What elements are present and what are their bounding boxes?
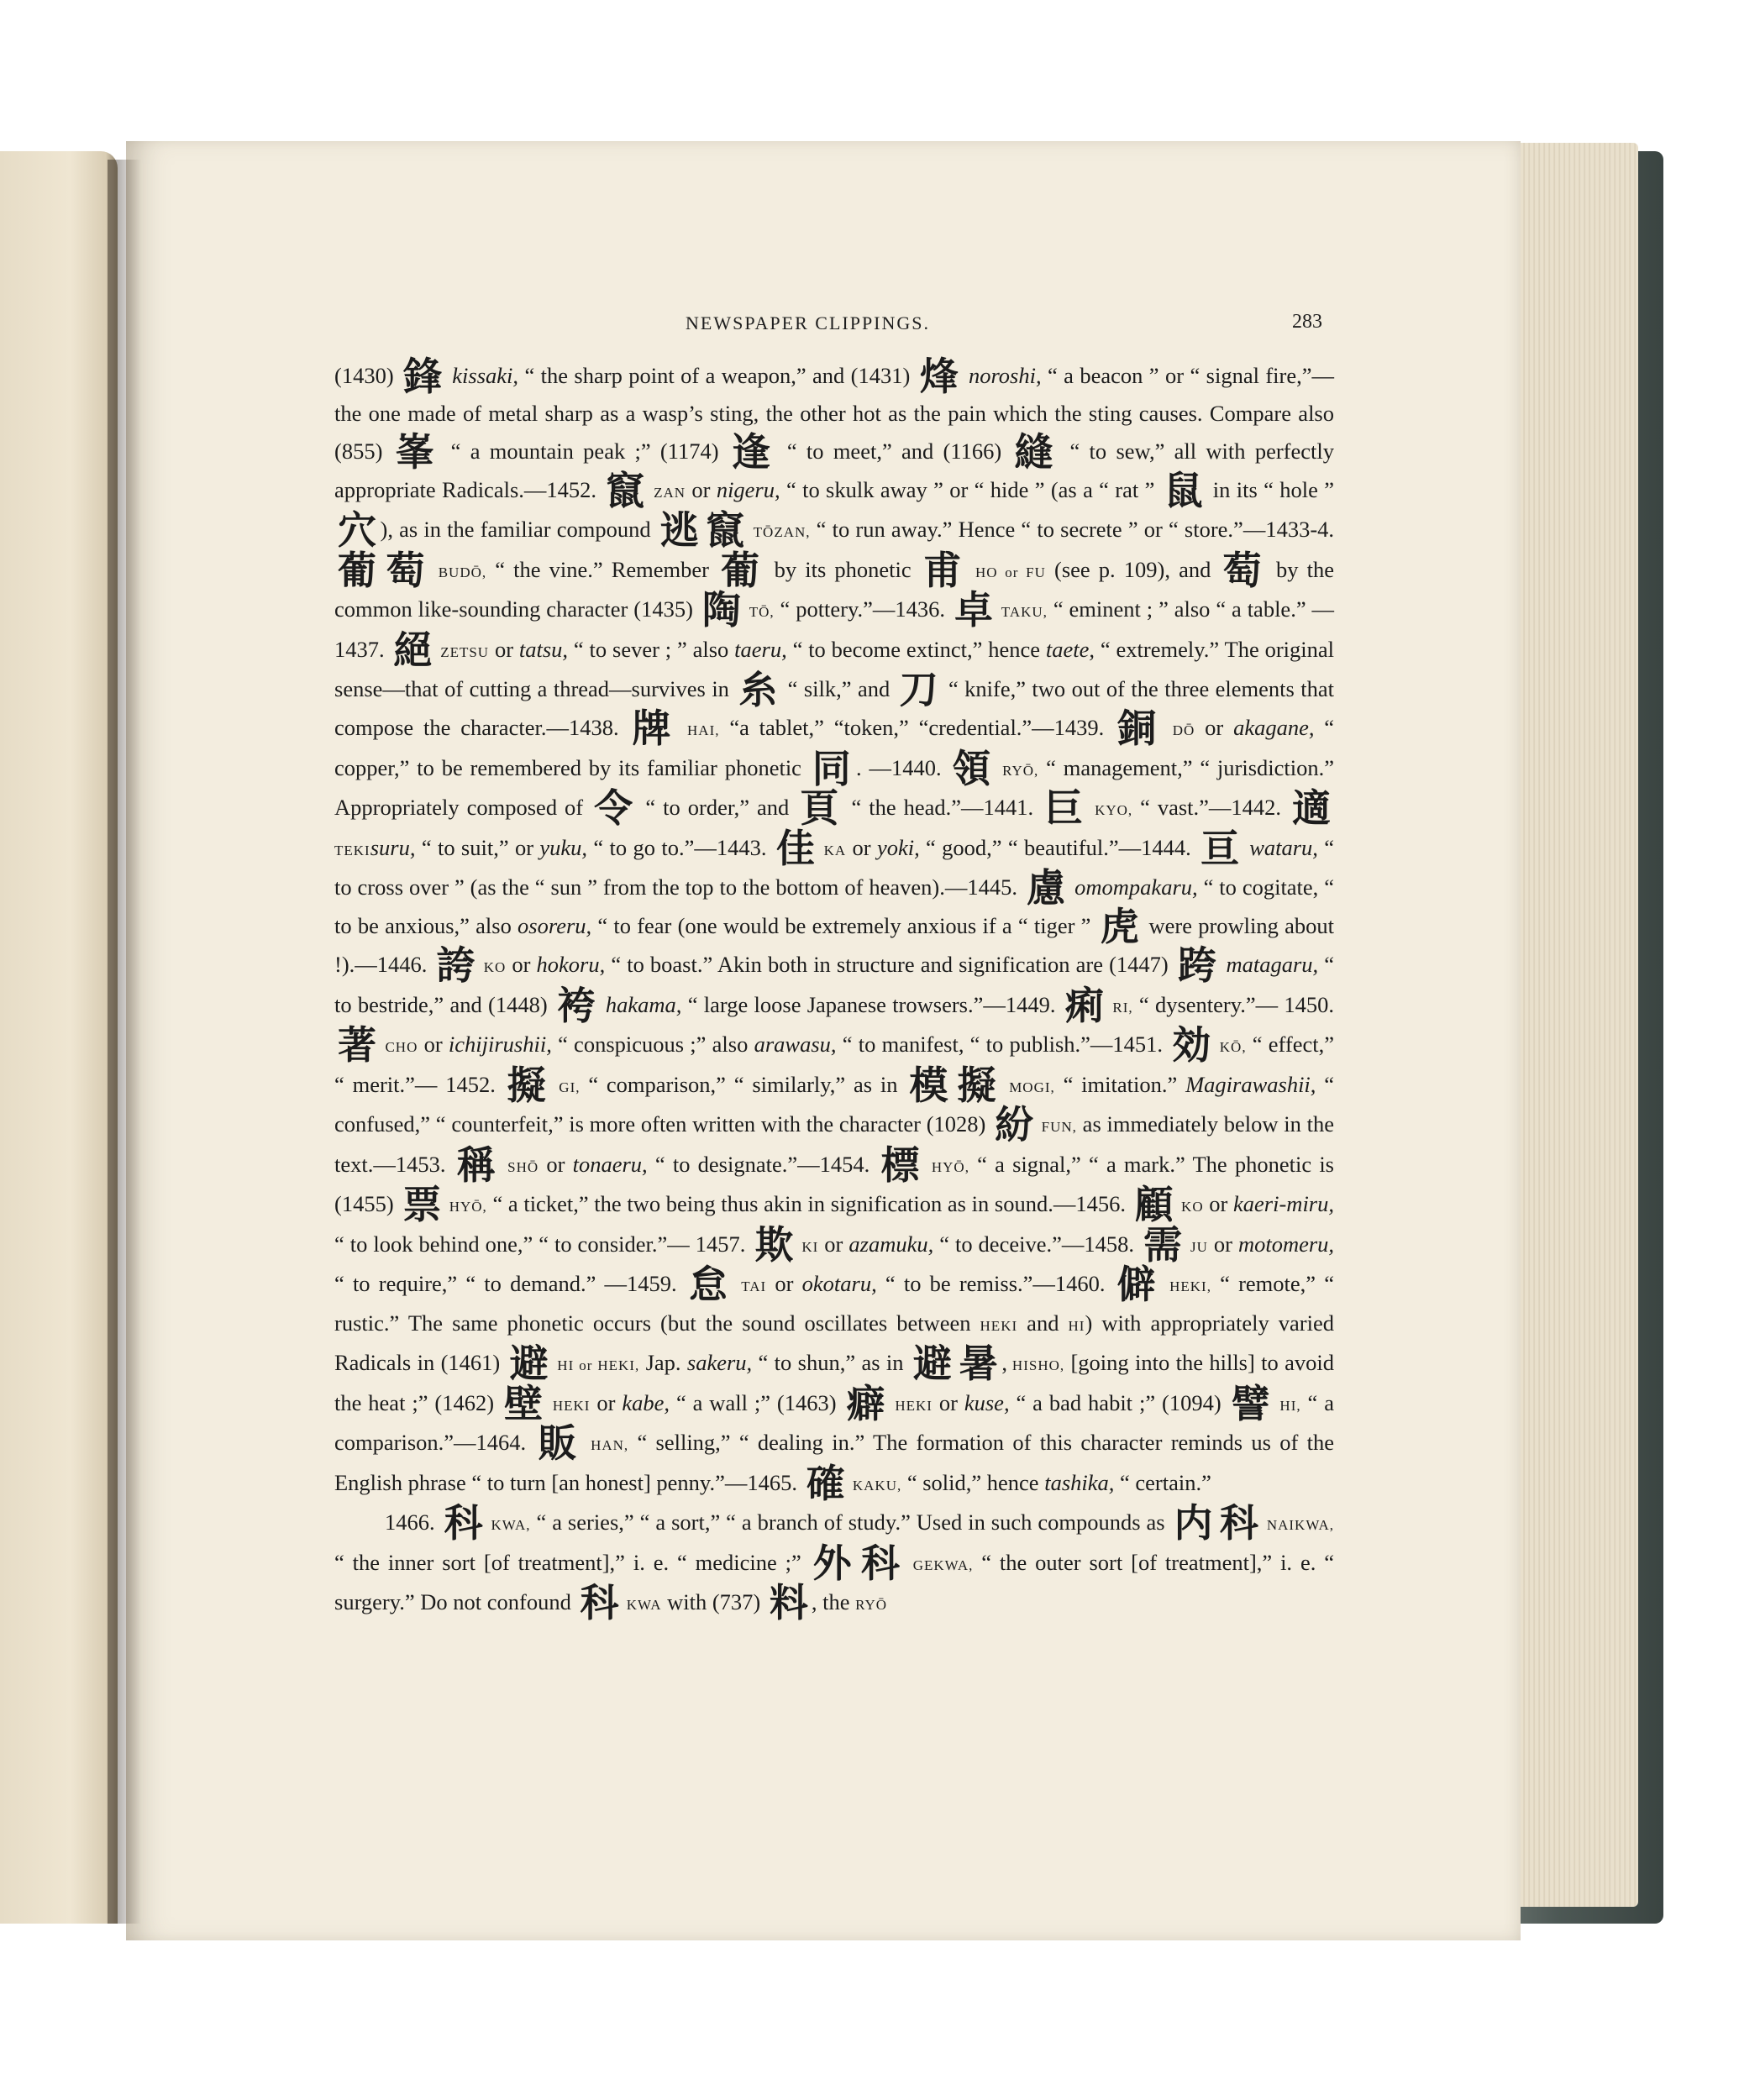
- reading-smallcaps: HEKI: [980, 1317, 1018, 1334]
- text-run: “ to require,” “ to demand.” —1459.: [334, 1271, 686, 1296]
- text-run: “ the head.”—1441.: [843, 795, 1042, 820]
- text-run: “ large loose Japanese trowsers.”—1449.: [681, 991, 1062, 1017]
- body-text: [334, 354, 1335, 1625]
- romanized-word: arawasu,: [754, 1032, 837, 1057]
- spine-shadow: [108, 160, 141, 1924]
- text-run: “ to bestride,” and (1448): [334, 952, 1335, 1017]
- kanji-character: 銅: [1117, 706, 1161, 751]
- kanji-character: 頁: [800, 785, 841, 831]
- romanized-word: nigeru,: [716, 476, 780, 502]
- reading-smallcaps: CHO: [380, 1039, 418, 1055]
- romanized-word: omompakaru,: [1069, 874, 1198, 900]
- text-run: “ knife,” two out of the three elements that compose the character.—1438.: [334, 676, 1335, 740]
- kanji-character: 暑: [959, 1341, 999, 1386]
- text-run: “ to cogitate, “ to be anxious,” also: [334, 874, 1335, 938]
- text-run: or: [489, 636, 519, 662]
- text-run: “ to meet,” and (1166): [777, 438, 1011, 464]
- kanji-character: 模: [909, 1062, 951, 1108]
- kanji-character: 甫: [922, 547, 965, 593]
- text-run: “ selling,” “ dealing in.” The formation of this character reminds us of the English phrase “ to turn [an honest] penny.”—1465.: [334, 1430, 1334, 1495]
- text-run: “ to cross over ” (as the “ sun ” from the top to the bottom of heaven).—1445.: [334, 834, 1335, 900]
- romanized-word: okotaru,: [801, 1271, 877, 1296]
- reading-smallcaps: SHŌ: [501, 1158, 539, 1175]
- kanji-character: 糸: [738, 667, 779, 712]
- kanji-character: 峯: [395, 428, 439, 475]
- kanji-character: 絕: [393, 627, 433, 673]
- reading-smallcaps: TŌZAN,: [748, 524, 811, 540]
- text-run: “ to boast.” Akin both in structure and signification are (1447): [605, 952, 1174, 977]
- kanji-character: 適: [1292, 785, 1332, 831]
- romanized-word: hakama,: [599, 991, 682, 1017]
- kanji-character: 避: [509, 1341, 549, 1386]
- text-run: “ a comparison.”—1464.: [334, 1389, 1334, 1455]
- kanji-character: 擬: [957, 1062, 999, 1108]
- text-run: “ to sew,” all with perfectly appropriate Radicals.—1452.: [334, 438, 1334, 502]
- text-run: “ management,” “ jurisdiction.” Appropriately composed of: [334, 754, 1335, 820]
- reading-smallcaps: HI,: [1274, 1397, 1301, 1414]
- romanized-word: tashika,: [1044, 1469, 1115, 1495]
- romanized-word: Magirawashii,: [1185, 1071, 1316, 1097]
- kanji-character: 領: [952, 745, 993, 791]
- text-run: as immediately below in the text.—1453.: [334, 1111, 1334, 1177]
- text-run: “ a bad habit ;” (1094): [1009, 1389, 1228, 1415]
- text-run: “ a wall ;” (1463): [670, 1389, 843, 1415]
- kanji-character: 葡: [721, 547, 763, 593]
- kanji-character: 販: [538, 1420, 581, 1466]
- reading-smallcaps: HISHO,: [1006, 1357, 1065, 1373]
- text-run: “ the inner sort [of treatment],” i. e. “ medicine ;”: [334, 1549, 810, 1575]
- kanji-character: 顧: [1134, 1182, 1174, 1227]
- text-run: or: [766, 1271, 802, 1296]
- text-run: with (737): [661, 1589, 766, 1614]
- text-run: “ to shun,” as in: [752, 1350, 910, 1375]
- text-run: “ comparison,” “ similarly,” as in: [580, 1071, 906, 1097]
- kanji-character: 萄: [1222, 547, 1264, 593]
- text-run: “ a signal,” “ a mark.” The phonetic is (1455): [334, 1151, 1334, 1216]
- kanji-character: 誇: [436, 942, 475, 988]
- reading-smallcaps: KO: [1176, 1199, 1204, 1215]
- kanji-character: 科: [580, 1580, 619, 1625]
- reading-smallcaps: KŌ,: [1214, 1039, 1247, 1055]
- kanji-character: 慮: [1026, 865, 1066, 911]
- text-run: in its “ hole ”: [1206, 476, 1335, 502]
- kanji-character: 内: [1174, 1500, 1213, 1546]
- kanji-character: 逢: [731, 428, 775, 475]
- page-number: 283: [1292, 311, 1322, 333]
- text-run: “ pottery.”—1436.: [774, 596, 951, 622]
- text-run: and: [1017, 1310, 1069, 1336]
- reading-smallcaps: HEKI: [889, 1397, 933, 1414]
- text-run: “ a mountain peak ;” (1174): [441, 438, 728, 464]
- text-run: “ remote,” “ rustic.” The same phonetic occurs (but the sound oscillates between: [334, 1271, 1335, 1336]
- text-run: “ to go to.”—1443.: [587, 834, 773, 860]
- kanji-character: 縫: [1014, 428, 1058, 475]
- romanized-word: noroshi,: [962, 363, 1042, 388]
- reading-smallcaps: HYŌ,: [444, 1199, 487, 1215]
- romanized-word: kabe,: [622, 1389, 670, 1415]
- romanized-word: kuse,: [964, 1389, 1010, 1415]
- kanji-character: 譬: [1231, 1380, 1271, 1426]
- text-run: “ certain.”: [1114, 1469, 1211, 1495]
- text-run: “ the outer sort [of treatment],” i. e. “ surgery.” Do not confound: [334, 1549, 1334, 1614]
- kanji-character: 外: [812, 1540, 854, 1586]
- romanized-word: sakeru,: [686, 1350, 753, 1375]
- text-run: “ solid,” hence: [901, 1469, 1045, 1495]
- text-run: “ a beacon ” or “ signal fire,”—the one made of metal sharp as a wasp’s sting, the other hot as the pain which the sting causes. Compare also (855): [334, 363, 1335, 464]
- kanji-character: 卓: [954, 587, 994, 633]
- text-run: ) with appropriately varied Radicals in (1461): [334, 1310, 1334, 1375]
- reading-smallcaps: RI,: [1107, 999, 1133, 1016]
- kanji-character: 効: [1172, 1022, 1211, 1068]
- romanized-word: kaeri-miru,: [1233, 1191, 1334, 1216]
- text-run: “ imitation.”: [1054, 1071, 1186, 1097]
- text-run: “ eminent ; ” also “ a table.” — 1437.: [334, 596, 1334, 662]
- reading-smallcaps: KYO,: [1088, 802, 1133, 818]
- text-run: or: [686, 476, 717, 502]
- text-run: by the common like-sounding character (1435): [334, 556, 1335, 622]
- text-run: “ to fear (one would be extremely anxious if a “ tiger ”: [591, 913, 1097, 938]
- text-run: “ to sever ; ” also: [568, 636, 735, 662]
- romanized-word: tonaeru,: [572, 1151, 648, 1177]
- reading-smallcaps: RYŌ: [855, 1597, 888, 1613]
- reading-smallcaps: HI or HEKI,: [552, 1357, 640, 1373]
- kanji-character: 擬: [507, 1062, 549, 1108]
- text-run: or: [418, 1032, 449, 1057]
- text-run: 1466.: [385, 1509, 441, 1535]
- kanji-character: 巨: [1044, 785, 1085, 831]
- text-run: “ to order,” and: [638, 795, 797, 820]
- paragraph: [334, 354, 1335, 1506]
- romanized-word: akagane,: [1233, 715, 1315, 740]
- kanji-character: 著: [338, 1022, 377, 1068]
- kanji-character: 亘: [1200, 825, 1240, 871]
- kanji-character: 確: [806, 1460, 845, 1506]
- reading-smallcaps: BUDŌ,: [430, 564, 487, 580]
- kanji-character: 穴: [338, 507, 377, 553]
- text-run: . —1440.: [856, 754, 949, 780]
- kanji-character: 跨: [1177, 942, 1217, 988]
- kanji-character: 逃: [659, 507, 700, 553]
- kanji-character: 欺: [754, 1221, 794, 1268]
- reading-smallcaps: ZAN: [649, 484, 686, 501]
- text-run: by its phonetic: [765, 556, 920, 582]
- kanji-character: 葡: [338, 547, 380, 593]
- reading-smallcaps: DŌ: [1164, 722, 1195, 738]
- reading-smallcaps: JU: [1185, 1238, 1208, 1255]
- text-run: or: [1203, 1191, 1234, 1216]
- kanji-character: 科: [444, 1500, 483, 1546]
- romanized-word: taeru,: [734, 636, 787, 662]
- text-run: ,: [1001, 1350, 1007, 1375]
- reading-smallcaps: GEKWA,: [906, 1557, 974, 1573]
- text-run: or: [506, 952, 537, 977]
- kanji-character: 萄: [386, 547, 428, 593]
- reading-smallcaps: HEKI: [547, 1397, 591, 1414]
- reading-smallcaps: TEKI: [334, 842, 370, 858]
- kanji-character: 虎: [1100, 904, 1140, 949]
- romanized-word: kissaki,: [445, 363, 519, 388]
- running-head: NEWSPAPER CLIPPINGS.: [686, 312, 931, 333]
- text-run: “ to deceive.”—1458.: [933, 1231, 1140, 1257]
- kanji-character: 票: [402, 1182, 442, 1227]
- text-run: “ conspicuous ;” also: [551, 1032, 754, 1057]
- kanji-character: 怠: [688, 1262, 731, 1307]
- text-run: or: [932, 1389, 964, 1415]
- reading-smallcaps: TŌ,: [744, 604, 775, 620]
- text-run: “ extremely.” The original sense—that of cutting a thread—survives in: [334, 636, 1334, 701]
- kanji-character: 鋒: [403, 354, 443, 399]
- text-run: “ copper,” to be remembered by its familiar phonetic: [334, 715, 1335, 780]
- kanji-character: 痢: [1064, 982, 1105, 1028]
- kanji-character: 僻: [1116, 1262, 1159, 1307]
- reading-smallcaps: KWA: [622, 1597, 662, 1613]
- kanji-character: 竄: [706, 507, 745, 553]
- text-run: , the: [811, 1589, 856, 1614]
- paragraph: [334, 1500, 1335, 1625]
- text-run: [going into the hills] to avoid the heat ;” (1462): [334, 1350, 1335, 1415]
- text-run: or: [539, 1151, 573, 1177]
- kanji-character: 標: [880, 1142, 922, 1188]
- left-page-edge: [0, 151, 118, 1924]
- text-run: were prowling about !).—1446.: [334, 913, 1334, 977]
- romanized-word: tatsu,: [518, 636, 569, 662]
- romanized-word: matagaru,: [1220, 952, 1319, 977]
- reading-smallcaps: KA: [818, 842, 847, 858]
- romanized-word: ichijirushii,: [448, 1032, 552, 1057]
- text-run: “ to be remiss.”—1460.: [876, 1271, 1114, 1296]
- text-run: (see p. 109), and: [1045, 556, 1220, 582]
- text-run: “a tablet,” “token,” “credential.”—1439.: [719, 715, 1115, 740]
- text-run: “ confused,” “ counterfeit,” is more often written with the character (1028): [334, 1071, 1335, 1137]
- text-run: “ a series,” “ a sort,” “ a branch of study.” Used in such compounds as: [530, 1509, 1171, 1535]
- text-run: “ silk,” and: [781, 676, 896, 701]
- text-run: (1430): [334, 363, 401, 388]
- kanji-character: 紛: [995, 1102, 1034, 1147]
- kanji-character: 料: [769, 1580, 808, 1625]
- text-run: or: [1207, 1231, 1238, 1257]
- reading-smallcaps: TAI: [733, 1278, 767, 1294]
- romanized-word: hokoru,: [536, 952, 606, 977]
- reading-smallcaps: NAIKWA,: [1262, 1517, 1335, 1533]
- reading-smallcaps: HO or FU: [968, 564, 1046, 580]
- reading-smallcaps: KAKU,: [848, 1477, 902, 1494]
- reading-smallcaps: HI: [1068, 1317, 1085, 1334]
- reading-smallcaps: KI: [796, 1238, 819, 1255]
- text-run: or: [846, 834, 877, 860]
- text-run: “ dysentery.”— 1450.: [1132, 991, 1335, 1017]
- reading-smallcaps: MOGI,: [1001, 1079, 1055, 1095]
- kanji-character: 烽: [919, 354, 959, 399]
- reading-smallcaps: TAKU,: [996, 604, 1048, 620]
- romanized-word: osoreru,: [517, 913, 592, 938]
- text-run: “ to run away.” Hence “ to secrete ” or “ store.”—1433-4.: [810, 517, 1335, 542]
- text-run: “ vast.”—1442.: [1132, 795, 1290, 820]
- reading-smallcaps: HAN,: [583, 1437, 629, 1453]
- kanji-character: 需: [1143, 1221, 1183, 1268]
- text-run: “ to designate.”—1454.: [647, 1151, 878, 1177]
- text-run: “ to manifest, “ to publish.”—1451.: [836, 1032, 1169, 1057]
- text-run: Jap.: [639, 1350, 687, 1375]
- kanji-character: 同: [812, 745, 853, 791]
- reading-smallcaps: KO: [478, 959, 507, 975]
- kanji-character: 令: [594, 785, 635, 831]
- text-run: “ to look behind one,” “ to consider.”— 1457.: [334, 1231, 752, 1257]
- kanji-character: 刀: [899, 667, 939, 712]
- reading-smallcaps: ZETSU: [435, 643, 490, 660]
- text-run: ), as in the familiar compound: [380, 517, 657, 542]
- kanji-character: 科: [1219, 1500, 1259, 1546]
- text-run: or: [818, 1231, 849, 1257]
- reading-smallcaps: GI,: [551, 1079, 581, 1095]
- kanji-character: 科: [860, 1540, 903, 1586]
- kanji-character: 鼠: [1164, 467, 1204, 513]
- reading-smallcaps: RYŌ,: [996, 762, 1039, 779]
- text-run: or: [590, 1389, 623, 1415]
- reading-smallcaps: FUN,: [1037, 1119, 1077, 1135]
- kanji-character: 袴: [556, 982, 596, 1028]
- kanji-character: 陶: [701, 587, 742, 633]
- romanized-word: azamuku,: [848, 1231, 934, 1257]
- reading-smallcaps: HYŌ,: [925, 1158, 969, 1175]
- text-run: “ the sharp point of a weapon,” and (1431): [518, 363, 917, 388]
- text-run: “ the vine.” Remember: [486, 556, 718, 582]
- kanji-character: 竄: [606, 467, 646, 513]
- text-run: “ to become extinct,” hence: [786, 636, 1046, 662]
- reading-smallcaps: HEKI,: [1162, 1278, 1211, 1294]
- romanized-word: yuku,: [539, 834, 588, 860]
- romanized-word: suru,: [370, 834, 416, 860]
- kanji-character: 癖: [846, 1380, 886, 1426]
- text-run: or: [1195, 715, 1234, 740]
- romanized-word: motomeru,: [1237, 1231, 1335, 1257]
- text-run: “ to skulk away ” or “ hide ” (as a “ rat ”: [780, 476, 1161, 502]
- kanji-character: 避: [912, 1341, 953, 1386]
- romanized-word: taete,: [1045, 636, 1095, 662]
- kanji-character: 牌: [632, 706, 675, 751]
- text-run: “ a ticket,” the two being thus akin in signification as in sound.—1456.: [486, 1191, 1132, 1216]
- text-run: “ to suit,” or: [415, 834, 540, 860]
- kanji-character: 稱: [456, 1142, 498, 1188]
- kanji-character: 壁: [503, 1380, 544, 1426]
- romanized-word: yoki,: [876, 834, 920, 860]
- reading-smallcaps: KWA,: [486, 1517, 531, 1533]
- text-run: “ effect,” “ merit.”— 1452.: [334, 1032, 1335, 1097]
- kanji-character: 佳: [775, 825, 816, 871]
- reading-smallcaps: HAI,: [678, 722, 720, 738]
- text-run: “ good,” “ beautiful.”—1444.: [919, 834, 1198, 860]
- romanized-word: wataru,: [1243, 834, 1318, 860]
